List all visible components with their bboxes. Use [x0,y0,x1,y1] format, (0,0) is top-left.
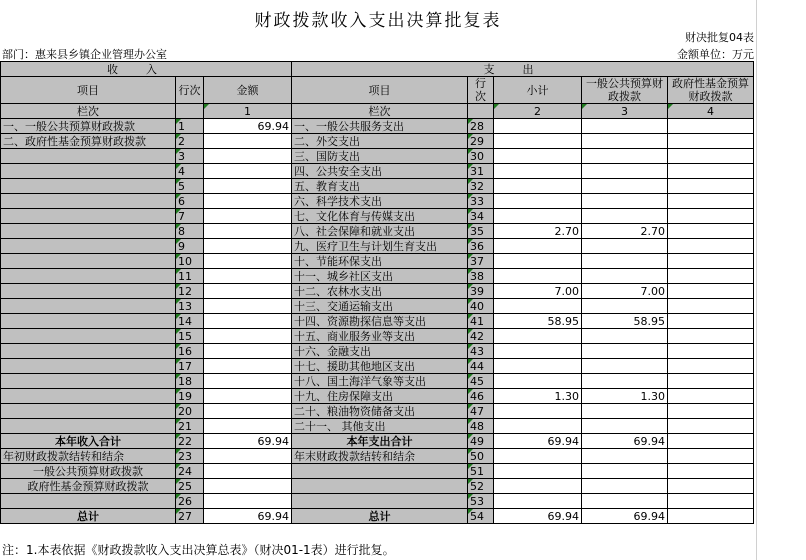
income-amount-cell[interactable] [204,164,292,179]
expense-line-no-cell[interactable]: 51 [468,464,494,479]
table-row [1,389,754,404]
subtotal-cell[interactable] [494,419,582,434]
fund-budget-cell[interactable] [668,479,754,494]
expense-item-cell[interactable]: 五、教育支出 [292,179,468,194]
expense-line-no-cell[interactable]: 31 [468,164,494,179]
income-line-no-cell[interactable]: 15 [176,329,204,344]
fund-budget-cell[interactable] [668,164,754,179]
fund-budget-cell[interactable] [668,449,754,464]
income-amount-cell[interactable] [204,284,292,299]
general-budget-cell[interactable] [582,404,668,419]
general-budget-cell[interactable] [582,419,668,434]
income-line-no-cell[interactable]: 27 [176,509,204,524]
expense-line-no-cell[interactable]: 52 [468,479,494,494]
expense-item-cell[interactable]: 本年支出合计 [292,434,468,449]
income-item-cell[interactable] [1,209,176,224]
table-row [1,239,754,254]
expense-line-no-cell[interactable]: 42 [468,329,494,344]
income-line-no-header: 行次 [176,77,204,104]
table-row [1,434,754,449]
col-label-cell: 栏次 [1,104,176,119]
fund-budget-cell[interactable] [668,464,754,479]
table-row [1,419,754,434]
income-item-cell[interactable]: 本年收入合计 [1,434,176,449]
general-budget-cell[interactable] [582,254,668,269]
subtotal-cell[interactable] [494,344,582,359]
fund-budget-cell[interactable] [668,494,754,509]
income-line-no-cell[interactable]: 24 [176,464,204,479]
income-line-no-cell[interactable]: 21 [176,419,204,434]
general-budget-cell[interactable] [582,449,668,464]
expense-item-cell[interactable] [292,479,468,494]
section-header-row [1,62,754,77]
general-budget-cell[interactable] [582,119,668,134]
income-line-no-cell[interactable]: 20 [176,404,204,419]
expense-line-no-cell[interactable]: 50 [468,449,494,464]
table-row [1,464,754,479]
table-row [1,179,754,194]
fund-budget-cell[interactable] [668,359,754,374]
expense-item-cell[interactable]: 十八、国土海洋气象等支出 [292,374,468,389]
income-item-cell[interactable] [1,329,176,344]
general-budget-cell[interactable] [582,269,668,284]
subtotal-cell[interactable]: 69.94 [494,434,582,449]
expense-item-cell[interactable]: 三、国防支出 [292,149,468,164]
income-line-no-cell[interactable]: 5 [176,179,204,194]
income-line-no-cell[interactable]: 10 [176,254,204,269]
expense-line-no-cell[interactable]: 32 [468,179,494,194]
general-budget-cell[interactable]: 7.00 [582,284,668,299]
income-line-no-cell[interactable]: 18 [176,374,204,389]
general-budget-cell[interactable] [582,194,668,209]
income-line-no-cell[interactable]: 7 [176,209,204,224]
income-item-cell[interactable] [1,299,176,314]
subtotal-cell[interactable] [494,194,582,209]
general-budget-cell[interactable] [582,134,668,149]
general-budget-cell[interactable] [582,164,668,179]
fund-budget-cell[interactable] [668,194,754,209]
subtotal-cell[interactable] [494,119,582,134]
expense-item-cell[interactable]: 十四、资源勘探信息等支出 [292,314,468,329]
table-row [1,194,754,209]
subtotal-cell[interactable] [494,239,582,254]
expense-line-no-cell[interactable]: 45 [468,374,494,389]
income-item-cell[interactable] [1,194,176,209]
fund-budget-cell[interactable] [668,209,754,224]
expense-item-cell[interactable]: 年末财政拨款结转和结余 [292,449,468,464]
income-amount-cell[interactable]: 69.94 [204,119,292,134]
expense-line-no-cell[interactable]: 38 [468,269,494,284]
income-amount-cell[interactable] [204,449,292,464]
income-amount-cell[interactable] [204,344,292,359]
page-title: 财政拨款收入支出决算批复表 [254,11,502,31]
expense-item-cell[interactable]: 总计 [292,509,468,524]
income-amount-cell[interactable] [204,209,292,224]
expense-item-cell[interactable] [292,464,468,479]
expense-item-header: 项目 [292,77,468,104]
table-row [1,254,754,269]
fund-budget-cell[interactable] [668,224,754,239]
income-amount-cell[interactable] [204,194,292,209]
subtotal-cell[interactable] [494,254,582,269]
expense-line-no-cell[interactable]: 54 [468,509,494,524]
fund-budget-cell[interactable] [668,284,754,299]
amount-unit-label: 金额单位：万元 [677,48,754,61]
expense-line-no-cell[interactable]: 46 [468,389,494,404]
table-row [1,284,754,299]
income-amount-cell[interactable] [204,299,292,314]
income-line-no-cell[interactable]: 26 [176,494,204,509]
expense-item-cell[interactable] [292,494,468,509]
fund-budget-cell[interactable] [668,374,754,389]
expense-line-no-cell[interactable]: 49 [468,434,494,449]
column-header-row [1,77,754,104]
expense-item-cell[interactable]: 八、社会保障和就业支出 [292,224,468,239]
income-amount-cell[interactable]: 69.94 [204,509,292,524]
expense-item-cell[interactable]: 十九、住房保障支出 [292,389,468,404]
income-item-cell[interactable] [1,389,176,404]
general-budget-cell[interactable] [582,179,668,194]
col-number-2: 2 [494,104,582,119]
table-row [1,344,754,359]
fund-budget-cell[interactable] [668,179,754,194]
income-item-cell[interactable] [1,374,176,389]
income-line-no-cell[interactable]: 17 [176,359,204,374]
income-amount-cell[interactable] [204,179,292,194]
expense-line-no-header: 行次 [468,77,494,104]
subtotal-cell[interactable] [494,179,582,194]
subtotal-cell[interactable] [494,299,582,314]
expense-item-cell[interactable]: 十七、援助其他地区支出 [292,359,468,374]
income-line-no-cell[interactable]: 1 [176,119,204,134]
income-item-cell[interactable] [1,404,176,419]
income-amount-header: 金额 [204,77,292,104]
subtotal-cell[interactable] [494,494,582,509]
fund-budget-cell[interactable] [668,314,754,329]
income-amount-cell[interactable] [204,404,292,419]
income-line-no-cell[interactable]: 9 [176,239,204,254]
income-item-header: 项目 [1,77,176,104]
expense-line-no-cell[interactable]: 30 [468,149,494,164]
income-amount-cell[interactable] [204,479,292,494]
income-item-cell[interactable]: 年初财政拨款结转和结余 [1,449,176,464]
subtotal-header: 小计 [494,77,582,104]
expense-line-no-cell[interactable]: 40 [468,299,494,314]
expense-item-cell[interactable]: 十二、农林水支出 [292,284,468,299]
fund-budget-header: 政府性基金预算财政拨款 [668,77,754,104]
income-line-no-cell[interactable]: 14 [176,314,204,329]
income-line-no-cell[interactable]: 3 [176,149,204,164]
expense-item-cell[interactable]: 十三、交通运输支出 [292,299,468,314]
general-budget-cell[interactable]: 2.70 [582,224,668,239]
expense-line-no-cell[interactable]: 43 [468,344,494,359]
income-item-cell[interactable] [1,254,176,269]
income-amount-cell[interactable] [204,314,292,329]
expense-item-cell[interactable]: 四、公共安全支出 [292,164,468,179]
fund-budget-cell[interactable] [668,434,754,449]
income-amount-cell[interactable] [204,224,292,239]
income-amount-cell[interactable] [204,239,292,254]
expense-line-no-cell[interactable]: 29 [468,134,494,149]
income-amount-cell[interactable] [204,389,292,404]
expense-line-no-cell[interactable]: 35 [468,224,494,239]
table-row [1,329,754,344]
table-row [1,479,754,494]
income-line-no-cell[interactable]: 8 [176,224,204,239]
subtotal-cell[interactable]: 7.00 [494,284,582,299]
income-section-header: 收入 [1,62,292,77]
income-line-no-cell[interactable]: 6 [176,194,204,209]
col-number-3: 3 [582,104,668,119]
general-budget-cell[interactable] [582,329,668,344]
fund-budget-cell[interactable] [668,329,754,344]
income-item-cell[interactable] [1,164,176,179]
expense-line-no-cell[interactable]: 28 [468,119,494,134]
fund-budget-cell[interactable] [668,389,754,404]
subtotal-cell[interactable] [494,149,582,164]
general-budget-header: 一般公共预算财政拨款 [582,77,668,104]
col-number-4: 4 [668,104,754,119]
subtotal-cell[interactable]: 69.94 [494,509,582,524]
income-line-no-cell[interactable]: 22 [176,434,204,449]
footnote: 注：1.本表依据《财政拨款收入支出决算总表》（财决01-1表）进行批复。 [2,543,395,557]
subtotal-cell[interactable] [494,134,582,149]
general-budget-cell[interactable] [582,344,668,359]
subtotal-cell[interactable]: 2.70 [494,224,582,239]
income-item-cell[interactable]: 总计 [1,509,176,524]
fund-budget-cell[interactable] [668,509,754,524]
expense-item-cell[interactable]: 二十、粮油物资储备支出 [292,404,468,419]
expense-item-cell[interactable]: 十五、商业服务业等支出 [292,329,468,344]
expense-line-no-cell[interactable]: 36 [468,239,494,254]
expense-item-cell[interactable]: 十、节能环保支出 [292,254,468,269]
general-budget-cell[interactable] [582,494,668,509]
subtotal-cell[interactable]: 58.95 [494,314,582,329]
column-gridline [756,0,757,560]
income-line-no-cell[interactable]: 4 [176,164,204,179]
expense-line-no-cell[interactable]: 33 [468,194,494,209]
expense-line-no-cell[interactable]: 48 [468,419,494,434]
income-amount-cell[interactable] [204,464,292,479]
income-line-no-cell[interactable]: 16 [176,344,204,359]
income-item-cell[interactable] [1,359,176,374]
subtotal-cell[interactable] [494,329,582,344]
general-budget-cell[interactable] [582,239,668,254]
expense-section-header: 支出 [292,62,754,77]
income-item-cell[interactable] [1,284,176,299]
expense-line-no-cell[interactable]: 37 [468,254,494,269]
table-row [1,134,754,149]
income-item-cell[interactable]: 一、一般公共预算财政拨款 [1,119,176,134]
income-item-cell[interactable]: 政府性基金预算财政拨款 [1,479,176,494]
general-budget-cell[interactable] [582,479,668,494]
subtotal-cell[interactable]: 1.30 [494,389,582,404]
fund-budget-cell[interactable] [668,254,754,269]
expense-line-no-cell[interactable]: 47 [468,404,494,419]
table-row [1,494,754,509]
income-amount-cell[interactable] [204,359,292,374]
income-line-no-cell[interactable]: 11 [176,269,204,284]
expense-line-no-cell[interactable]: 39 [468,284,494,299]
general-budget-cell[interactable] [582,464,668,479]
empty-header-cell [176,104,204,119]
expense-item-cell[interactable]: 七、文化体育与传媒支出 [292,209,468,224]
subtotal-cell[interactable] [494,374,582,389]
subtotal-cell[interactable] [494,209,582,224]
income-item-cell[interactable] [1,149,176,164]
income-amount-cell[interactable] [204,134,292,149]
income-item-cell[interactable] [1,494,176,509]
table-row [1,164,754,179]
income-amount-cell[interactable] [204,149,292,164]
expense-item-cell[interactable]: 九、医疗卫生与计划生育支出 [292,239,468,254]
fund-budget-cell[interactable] [668,239,754,254]
col-number-1: 1 [204,104,292,119]
expense-item-cell[interactable]: 十一、城乡社区支出 [292,269,468,284]
general-budget-cell[interactable] [582,359,668,374]
fund-budget-cell[interactable] [668,419,754,434]
table-row [1,449,754,464]
col-label-cell: 栏次 [292,104,468,119]
table-row [1,299,754,314]
income-amount-cell[interactable] [204,494,292,509]
income-line-no-cell[interactable]: 19 [176,389,204,404]
income-amount-cell[interactable] [204,419,292,434]
subtotal-cell[interactable] [494,449,582,464]
expense-line-no-cell[interactable]: 41 [468,314,494,329]
subtotal-cell[interactable] [494,269,582,284]
general-budget-cell[interactable]: 69.94 [582,509,668,524]
table-row [1,209,754,224]
form-number: 财决批复04表 [685,31,754,44]
fund-budget-cell[interactable] [668,119,754,134]
income-item-cell[interactable] [1,239,176,254]
empty-header-cell [468,104,494,119]
income-line-no-cell[interactable]: 2 [176,134,204,149]
column-number-row [1,104,754,119]
table-row [1,374,754,389]
expense-item-cell[interactable]: 二十一、 其他支出 [292,419,468,434]
fund-budget-cell[interactable] [668,269,754,284]
fund-budget-cell[interactable] [668,149,754,164]
income-item-cell[interactable] [1,269,176,284]
income-item-cell[interactable] [1,344,176,359]
income-item-cell[interactable] [1,224,176,239]
expense-line-no-cell[interactable]: 44 [468,359,494,374]
subtotal-cell[interactable] [494,164,582,179]
general-budget-cell[interactable] [582,374,668,389]
income-item-cell[interactable] [1,419,176,434]
table-row [1,509,754,524]
income-line-no-cell[interactable]: 25 [176,479,204,494]
fund-budget-cell[interactable] [668,299,754,314]
expense-line-no-cell[interactable]: 53 [468,494,494,509]
general-budget-cell[interactable] [582,209,668,224]
table-row [1,359,754,374]
income-amount-cell[interactable] [204,269,292,284]
budget-table [0,61,754,524]
subtotal-cell[interactable] [494,359,582,374]
expense-item-cell[interactable]: 六、科学技术支出 [292,194,468,209]
expense-item-cell[interactable]: 十六、金融支出 [292,344,468,359]
income-line-no-cell[interactable]: 13 [176,299,204,314]
table-row [1,314,754,329]
income-amount-cell[interactable]: 69.94 [204,434,292,449]
expense-item-cell[interactable]: 一、一般公共服务支出 [292,119,468,134]
subtotal-cell[interactable] [494,464,582,479]
income-item-cell[interactable]: 二、政府性基金预算财政拨款 [1,134,176,149]
general-budget-cell[interactable]: 1.30 [582,389,668,404]
general-budget-cell[interactable] [582,299,668,314]
income-amount-cell[interactable] [204,254,292,269]
income-amount-cell[interactable] [204,374,292,389]
table-row [1,149,754,164]
subtotal-cell[interactable] [494,479,582,494]
subtotal-cell[interactable] [494,404,582,419]
income-item-cell[interactable] [1,314,176,329]
general-budget-cell[interactable]: 58.95 [582,314,668,329]
income-item-cell[interactable]: 一般公共预算财政拨款 [1,464,176,479]
expense-item-cell[interactable]: 二、外交支出 [292,134,468,149]
fund-budget-cell[interactable] [668,404,754,419]
table-row [1,119,754,134]
fund-budget-cell[interactable] [668,134,754,149]
department-label: 部门：惠来县乡镇企业管理办公室 [2,48,167,61]
income-item-cell[interactable] [1,179,176,194]
fund-budget-cell[interactable] [668,344,754,359]
income-line-no-cell[interactable]: 12 [176,284,204,299]
general-budget-cell[interactable]: 69.94 [582,434,668,449]
table-row [1,269,754,284]
expense-line-no-cell[interactable]: 34 [468,209,494,224]
table-row [1,224,754,239]
income-amount-cell[interactable] [204,329,292,344]
general-budget-cell[interactable] [582,149,668,164]
income-line-no-cell[interactable]: 23 [176,449,204,464]
table-row [1,404,754,419]
